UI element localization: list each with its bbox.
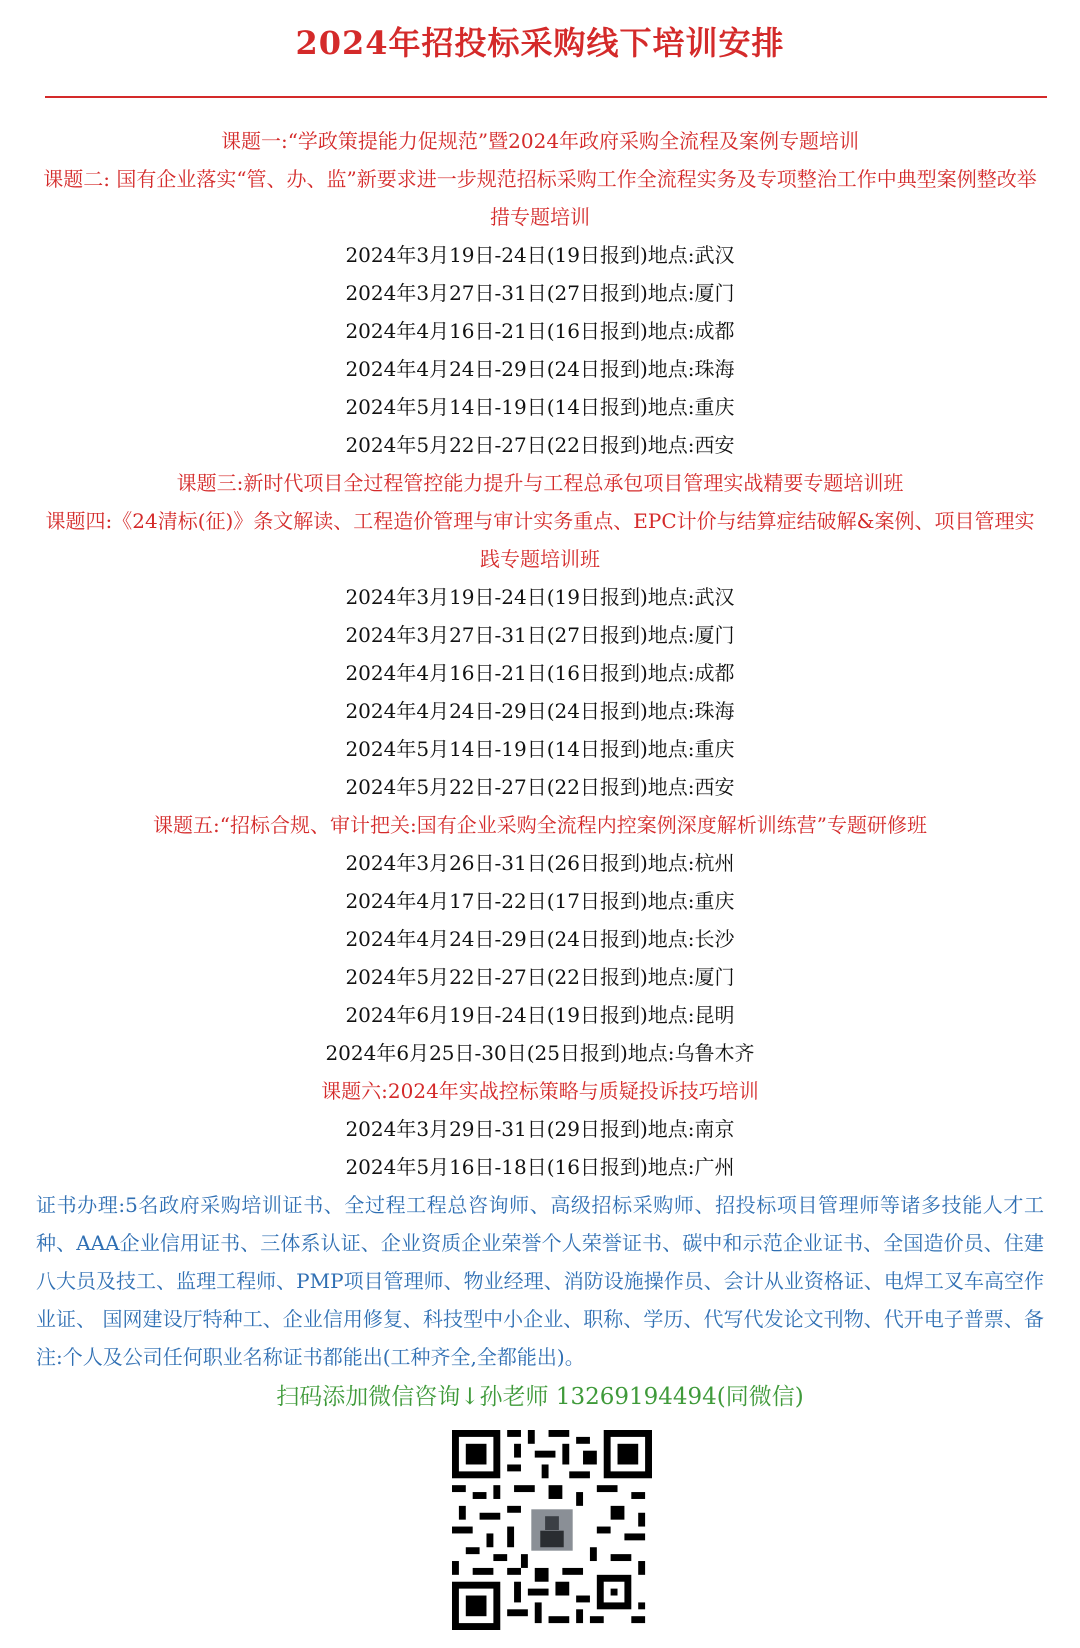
schedule-item: 2024年3月27日-31日(27日报到)地点:厦门	[345, 623, 735, 647]
schedule-item: 2024年3月27日-31日(27日报到)地点:厦门	[345, 281, 735, 305]
topic-6: 课题六:2024年实战控标策略与质疑投诉技巧培训	[321, 1079, 759, 1103]
schedule-item: 2024年4月16日-21日(16日报到)地点:成都	[345, 319, 735, 343]
schedule-list-a	[36, 236, 1044, 464]
page-title: 2024年招投标采购线下培训安排	[295, 24, 785, 62]
content	[36, 122, 1044, 1418]
schedule-item: 2024年6月19日-24日(19日报到)地点:昆明	[345, 1003, 735, 1027]
topic-4: 课题四:《24清标(征)》条文解读、工程造价管理与审计实务重点、EPC计价与结算症结破解&案例、项目管理实践专题培训班	[45, 509, 1035, 571]
schedule-item: 2024年5月14日-19日(14日报到)地点:重庆	[345, 395, 735, 419]
certificate-text: 证书办理:5名政府采购培训证书、全过程工程总咨询师、高级招标采购师、招投标项目管理师等诸多技能人才工种、AAA企业信用证书、三体系认证、企业资质企业荣誉个人荣誉证书、碳中和示范企业证书、全国造价员、住建八大员及技工、监理工程师、PMP项目管理师、物业经理、消防设施操作员、会计从业资格证、电焊工叉车高空作业证、 国网建设厅特种工、企业信用修复、科技型中小企业、职称、学历、代写代发论文刊物、代开电子普票、备注:个人及公司任何职业名称证书都能出(工种齐全,全都能出)。	[36, 1193, 1044, 1369]
schedule-item: 2024年5月16日-18日(16日报到)地点:广州	[345, 1155, 735, 1179]
schedule-item: 2024年4月24日-29日(24日报到)地点:长沙	[345, 927, 735, 951]
schedule-item: 2024年5月14日-19日(14日报到)地点:重庆	[345, 737, 735, 761]
schedule-item: 2024年3月29日-31日(29日报到)地点:南京	[345, 1117, 735, 1141]
schedule-list-b	[36, 578, 1044, 806]
topic-2: 课题二: 国有企业落实“管、办、监”新要求进一步规范招标采购工作全流程实务及专项整治工作中典型案例整改举措专题培训	[43, 167, 1037, 229]
qr-code[interactable]	[452, 1430, 652, 1630]
schedule-list-c	[36, 844, 1044, 1072]
schedule-item: 2024年4月16日-21日(16日报到)地点:成都	[345, 661, 735, 685]
schedule-item: 2024年5月22日-27日(22日报到)地点:西安	[345, 775, 735, 799]
schedule-item: 2024年4月24日-29日(24日报到)地点:珠海	[345, 357, 735, 381]
schedule-item: 2024年4月17日-22日(17日报到)地点:重庆	[345, 889, 735, 913]
topic-3: 课题三:新时代项目全过程管控能力提升与工程总承包项目管理实战精要专题培训班	[176, 471, 904, 495]
schedule-item: 2024年5月22日-27日(22日报到)地点:西安	[345, 433, 735, 457]
qr-code-graphic	[452, 1430, 652, 1630]
schedule-item: 2024年5月22日-27日(22日报到)地点:厦门	[345, 965, 735, 989]
schedule-list-d	[36, 1110, 1044, 1186]
schedule-item: 2024年4月24日-29日(24日报到)地点:珠海	[345, 699, 735, 723]
contact-line: 扫码添加微信咨询↓孙老师 13269194494(同微信)	[276, 1384, 804, 1410]
topic-1: 课题一:“学政策提能力促规范”暨2024年政府采购全流程及案例专题培训	[220, 129, 860, 153]
schedule-item: 2024年6月25日-30日(25日报到)地点:乌鲁木齐	[325, 1041, 755, 1065]
schedule-item: 2024年3月19日-24日(19日报到)地点:武汉	[345, 243, 735, 267]
topic-5: 课题五:“招标合规、审计把关:国有企业采购全流程内控案例深度解析训练营”专题研修班	[153, 813, 927, 837]
schedule-item: 2024年3月26日-31日(26日报到)地点:杭州	[345, 851, 735, 875]
schedule-item: 2024年3月19日-24日(19日报到)地点:武汉	[345, 585, 735, 609]
title-divider	[45, 96, 1047, 98]
